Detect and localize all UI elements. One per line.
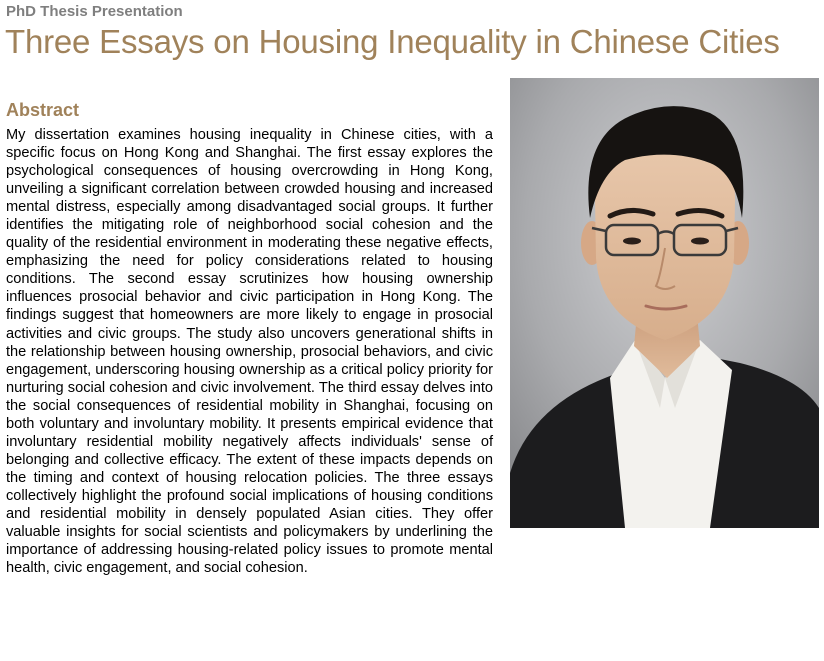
abstract-heading: Abstract	[6, 100, 80, 120]
abstract-body: My dissertation examines housing inequality in Chinese cities, with a specific focus on Hong Kong and Shanghai. The first essay explores the psychological consequences of housing overcrowding in Hong Kong, unveiling a significant correlation between crowded housing and increased mental distress, especially among disadvantaged social groups. It further identifies the mitigating role of neighborhood social cohesion and the quality of the residential environment in moderating these negative effects, emphasizing the need for policy considerations related to housing conditions. The second essay scrutinizes how housing ownership influences prosocial behavior and civic participation in Hong Kong. The findings suggest that homeowners are more likely to engage in prosocial activities and civic groups. The study also uncovers generational shifts in the relationship between housing ownership, prosocial behaviors, and civic engagement, underscoring housing ownership as a critical policy priority for nurturing social cohesion and civic involvement. The third essay delves into the social consequences of residential mobility in Shanghai, focusing on both voluntary and involuntary mobility. It presents empirical evidence that involuntary residential mobility negatively affects individuals' sense of belonging and collective efficacy. The extent of these impacts depends on the timing and context of housing relocation policies. The three essays collectively highlight the profound social implications of housing conditions and residential mobility in densely populated Asian cities. They offer valuable insights for social scientists and policymakers by underlining the importance of addressing housing-related policy issues to promote mental health, civic engagement, and social cohesion.	[6, 127, 493, 577]
presentation-kicker: PhD Thesis Presentation	[6, 3, 183, 20]
thesis-title: Three Essays on Housing Inequality in Chinese Cities	[5, 23, 780, 60]
presenter-portrait	[510, 78, 819, 528]
